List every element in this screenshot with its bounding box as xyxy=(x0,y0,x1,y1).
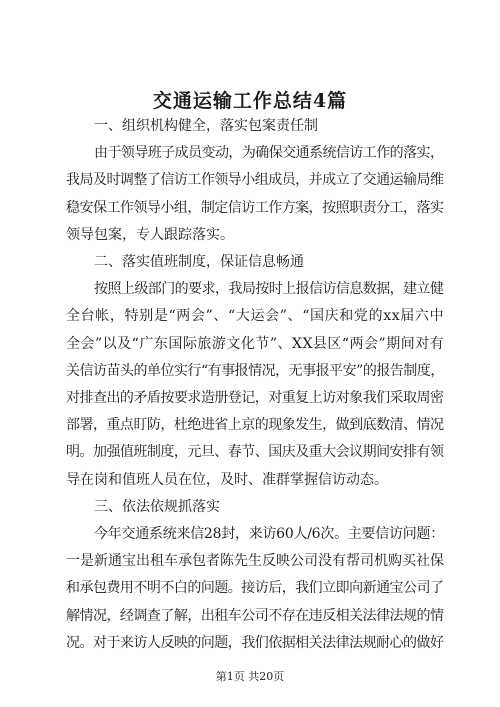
paragraph-line: 稳安保工作领导小组，制定信访工作方案，按照职责分工，落实 xyxy=(66,199,444,216)
paragraph-line: 解情况，经调查了解，出租车公司不存在违反相关法律法规的情 xyxy=(66,607,444,624)
paragraph-line: 由于领导班子成员变动，为确保交通系统信访工作的落实， xyxy=(94,145,444,162)
paragraph-line: 关信访苗头的单位实行“有事报情况，无事报平安”的报告制度， xyxy=(66,362,444,379)
paragraph-line: 按照上级部门的要求，我局按时上报信访信息数据，建立健 xyxy=(94,281,444,298)
paragraph-line: 导在岗和值班人员在位，及时、准群掌握信访动态。 xyxy=(66,471,388,488)
paragraph-line: 今年交通系统来信28封，来访60人/6次。主要信访问题： xyxy=(94,526,444,542)
paragraph-line: 明。加强值班制度，元旦、春节、国庆及重大会议期间安排有领 xyxy=(66,444,444,461)
paragraph-line: 我局及时调整了信访工作领导小组成员，并成立了交通运输局维 xyxy=(66,172,444,189)
paragraph-line: 部署，重点盯防，杜绝进省上京的现象发生，做到底数清、情况 xyxy=(66,417,444,434)
section-heading-1: 一、组织机构健全，落实包案责任制 xyxy=(94,118,318,134)
paragraph-line: 一是新通宝出租车承包者陈先生反映公司没有帮司机购买社保 xyxy=(66,553,444,570)
page-footer: 第1页 共20页 xyxy=(215,670,285,683)
section-heading-2: 二、落实值班制度，保证信息畅通 xyxy=(94,254,304,270)
section-heading-3: 三、依法依规抓落实 xyxy=(94,498,220,515)
paragraph-line: 全会”以及“广东国际旅游文化节”、XX县区“两会”期间对有 xyxy=(66,335,445,352)
paragraph-line: 和承包费用不明不白的问题。接访后，我们立即向新通宝公司了 xyxy=(66,580,444,597)
paragraph-line: 领导包案，专人跟踪落实。 xyxy=(66,226,234,243)
paragraph-line: 况。对于来访人反映的问题，我们依据相关法律法规耐心的做好 xyxy=(66,634,444,651)
paragraph-line: 全台帐，特别是“两会”、“大运会”、“国庆和党的xx届六中 xyxy=(66,308,445,325)
document-title: 交通运输工作总结4篇 xyxy=(152,90,348,112)
paragraph-line: 对排查出的矛盾按要求造册登记，对重复上访对象我们采取周密 xyxy=(66,390,444,406)
